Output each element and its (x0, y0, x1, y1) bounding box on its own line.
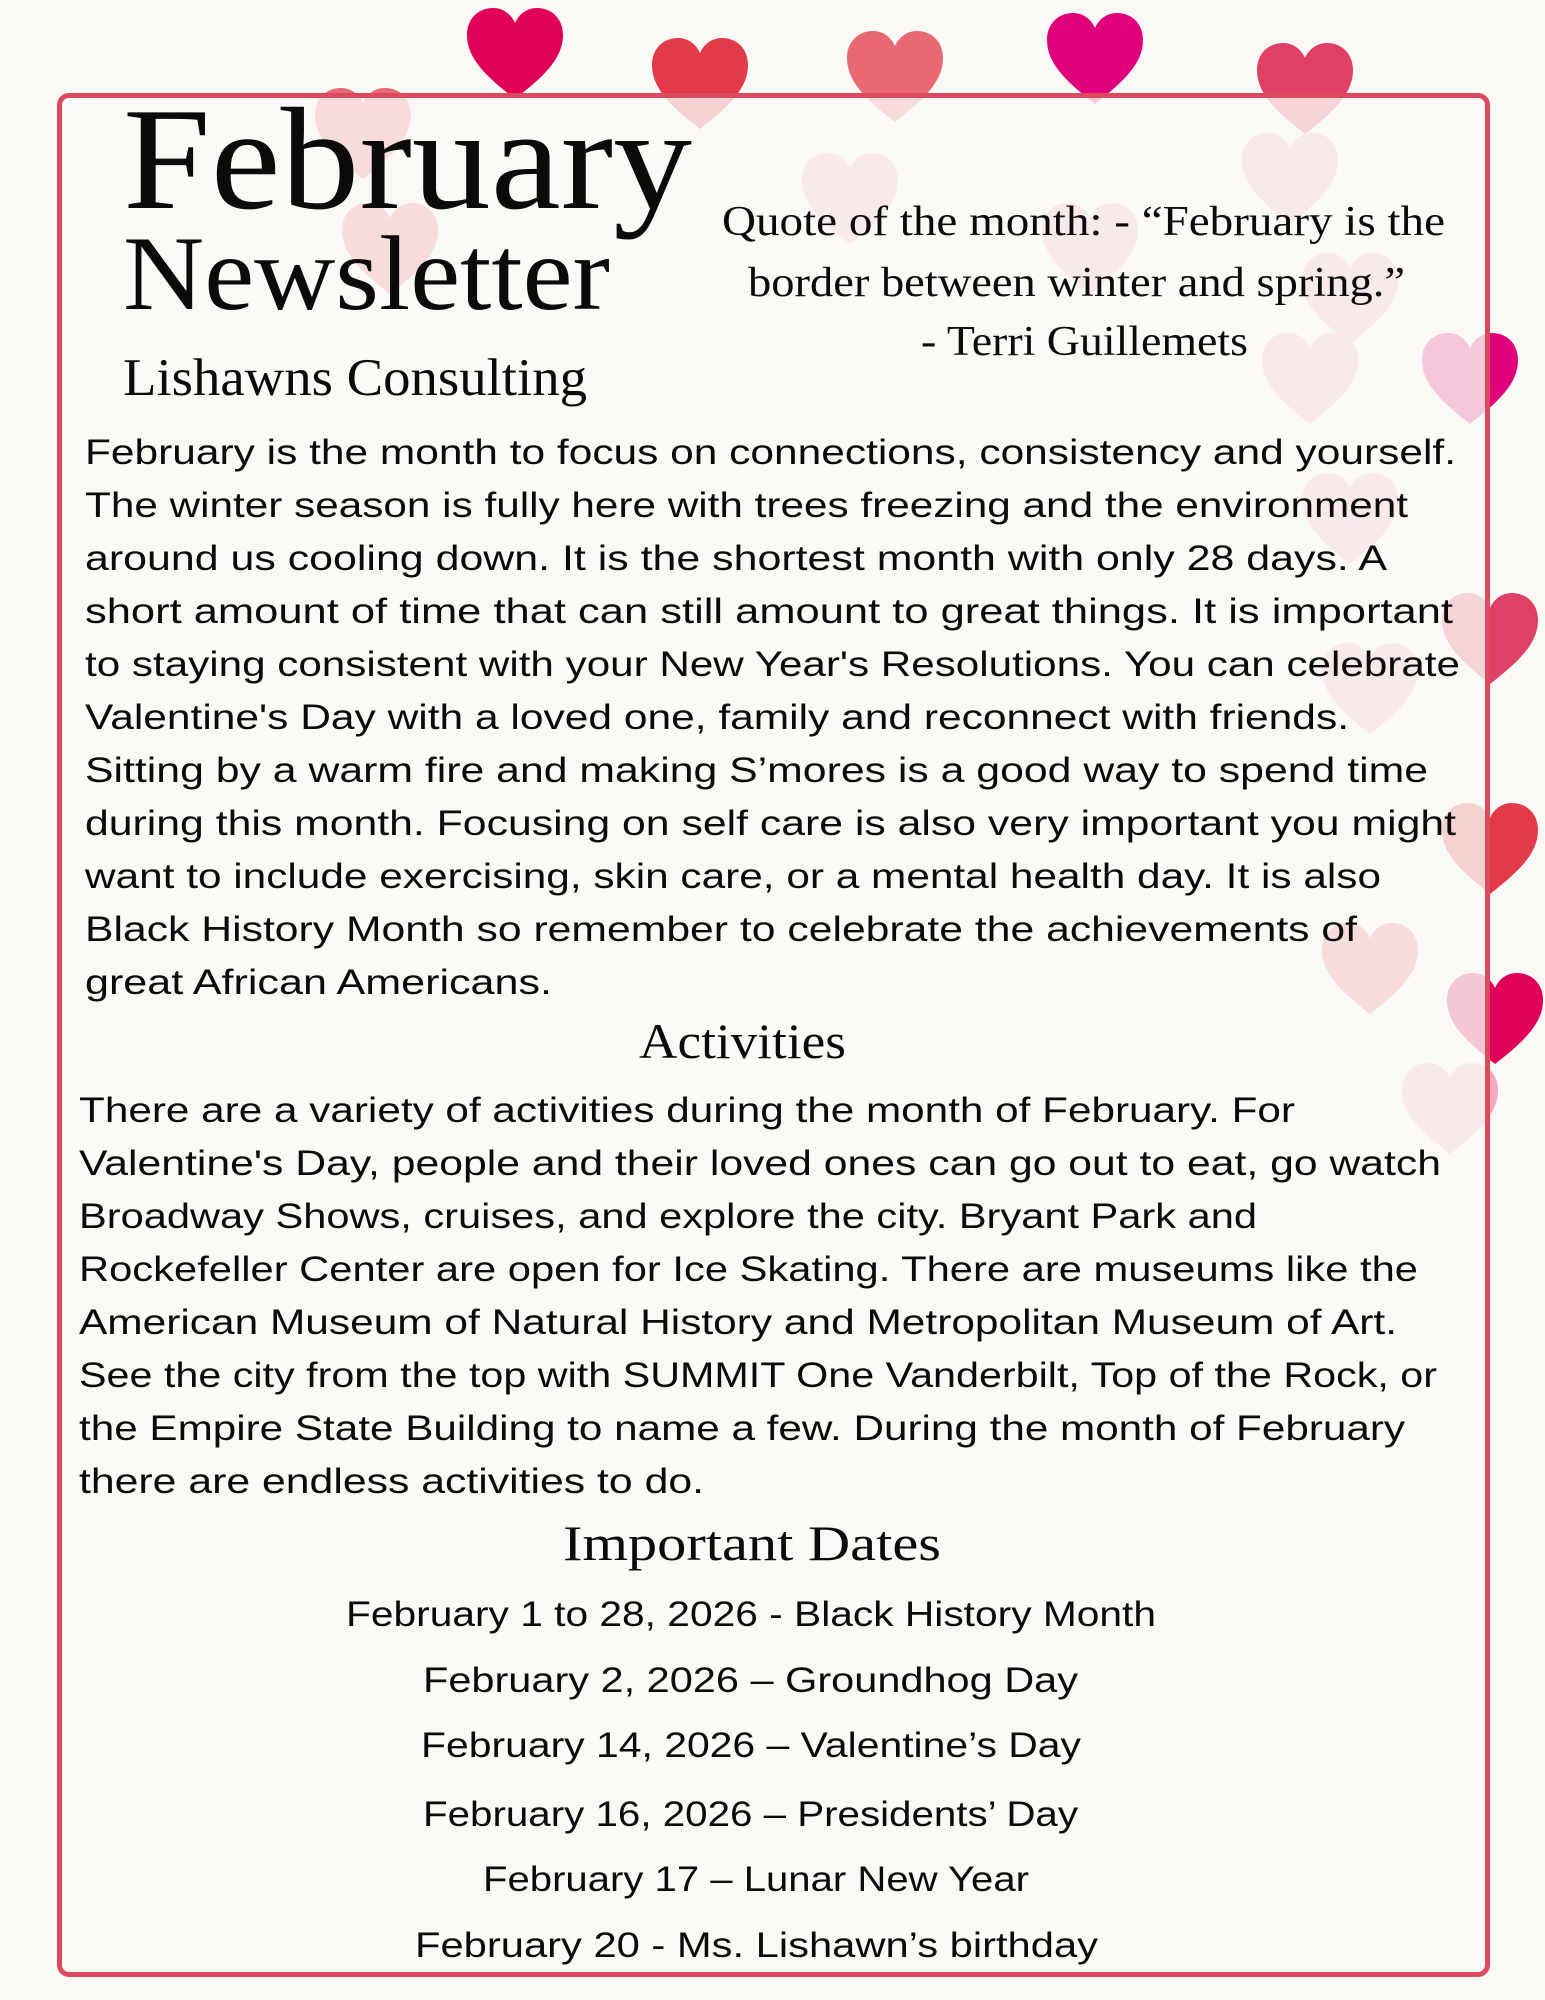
paragraph-line (79, 1305, 1397, 1340)
paragraph-line-text: around us cooling down. It is the shortest month with only 28 days. A (85, 539, 1387, 578)
newsletter-subtitle (123, 215, 610, 332)
paragraph-line (85, 859, 1381, 894)
quote-text: border between winter and spring.” (748, 260, 1405, 306)
date-item-text: February 16, 2026 – Presidents’ Day (423, 1795, 1078, 1834)
paragraph-line-text: there are endless activities to do. (79, 1462, 704, 1501)
date-item-text: February 2, 2026 – Groundhog Day (423, 1661, 1078, 1700)
paragraph-line-text: Sitting by a warm fire and making S’mores is a good way to spend time (85, 751, 1428, 790)
paragraph-line (79, 1093, 1295, 1128)
paragraph-line-text: to staying consistent with your New Year's Resolutions. You can celebrate (85, 645, 1461, 684)
paragraph-line (85, 435, 1456, 470)
paragraph-line (79, 1464, 704, 1499)
paragraph-line (85, 488, 1408, 523)
paragraph-line (85, 647, 1460, 682)
paragraph-line-text: Black History Month so remember to celebrate the achievements of (85, 910, 1357, 949)
paragraph-line (79, 1358, 1437, 1393)
paragraph-line-text: great African Americans. (85, 963, 552, 1002)
quote-author (921, 321, 1248, 363)
paragraph-line-text: Valentine's Day, people and their loved ones can go out to eat, go watch (79, 1144, 1441, 1183)
company-name (123, 349, 587, 407)
newsletter-subtitle-text: Newsletter (123, 215, 610, 332)
paragraph-line-text: want to include exercising, skin care, or a mental health day. It is also (85, 857, 1381, 896)
date-item (421, 1728, 1081, 1763)
important-dates-heading (563, 1515, 941, 1571)
date-item-text: February 17 – Lunar New Year (483, 1860, 1029, 1899)
important-dates-heading-text: Important Dates (563, 1515, 941, 1571)
paragraph-line (85, 806, 1456, 841)
date-item-text: February 14, 2026 – Valentine’s Day (421, 1726, 1081, 1765)
paragraph-line-text: See the city from the top with SUMMIT One Vanderbilt, Top of the Rock, or (79, 1356, 1437, 1395)
quote-text: Quote of the month: - “February is the (722, 199, 1445, 245)
paragraph-line-text: American Museum of Natural History and Metropolitan Museum of Art. (79, 1303, 1397, 1342)
quote-line (748, 262, 1405, 304)
newsletter-title-text: February (123, 78, 692, 240)
paragraph-line (85, 912, 1357, 947)
paragraph-line (79, 1199, 1257, 1234)
company-name-text: Lishawns Consulting (123, 349, 587, 407)
paragraph-line-text: Valentine's Day with a loved one, family and reconnect with friends. (85, 698, 1349, 737)
paragraph-line-text: The winter season is fully here with trees freezing and the environment (85, 486, 1408, 525)
activities-heading-text: Activities (639, 1013, 846, 1069)
paragraph-line-text: during this month. Focusing on self care is also very important you might (85, 804, 1456, 843)
date-item (415, 1928, 1098, 1963)
date-item-text: February 20 - Ms. Lishawn’s birthday (415, 1926, 1098, 1965)
quote-line (722, 201, 1445, 243)
activities-heading (639, 1013, 846, 1069)
date-item (423, 1797, 1078, 1832)
paragraph-line (79, 1146, 1441, 1181)
heart-icon (1047, 13, 1143, 104)
paragraph-line (85, 753, 1428, 788)
quote-author-text: - Terri Guillemets (921, 319, 1248, 365)
date-item (346, 1597, 1156, 1632)
paragraph-line-text: There are a variety of activities during the month of February. For (79, 1091, 1295, 1130)
date-item (423, 1663, 1078, 1698)
paragraph-line-text: Rockefeller Center are open for Ice Skating. There are museums like the (79, 1250, 1418, 1289)
paragraph-line-text: Broadway Shows, cruises, and explore the city. Bryant Park and (79, 1197, 1257, 1236)
newsletter-title (123, 78, 692, 240)
paragraph-line-text: the Empire State Building to name a few. During the month of February (79, 1409, 1405, 1448)
paragraph-line (79, 1252, 1418, 1287)
paragraph-line (85, 700, 1349, 735)
paragraph-line-text: February is the month to focus on connections, consistency and yourself. (85, 433, 1456, 472)
paragraph-line (85, 965, 552, 1000)
paragraph-line (85, 594, 1453, 629)
paragraph-line-text: short amount of time that can still amount to great things. It is important (85, 592, 1453, 631)
paragraph-line (79, 1411, 1405, 1446)
paragraph-line (85, 541, 1387, 576)
date-item-text: February 1 to 28, 2026 - Black History Month (346, 1595, 1156, 1634)
date-item (483, 1862, 1029, 1897)
